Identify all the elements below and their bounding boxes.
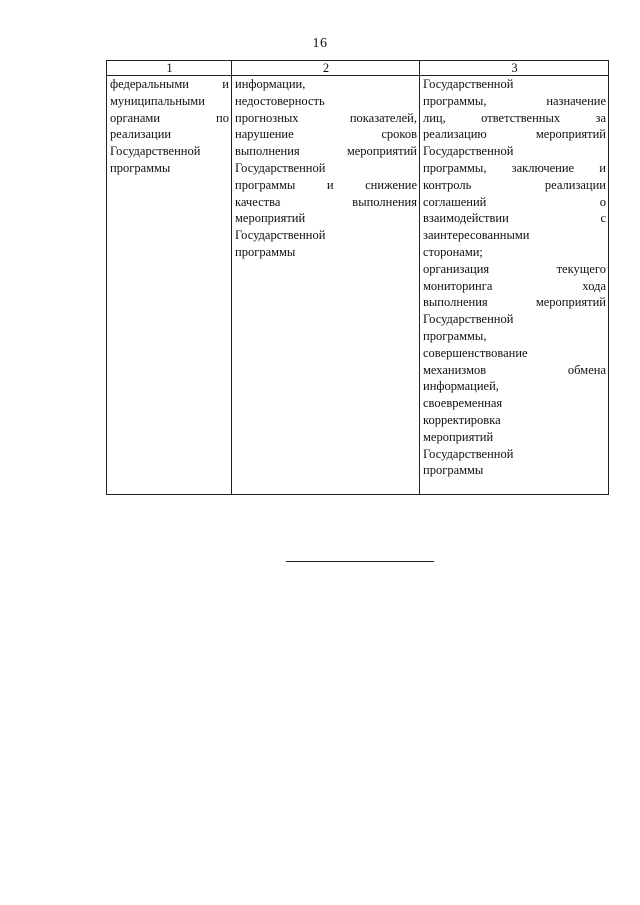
- cell-line: лиц, ответственных за: [423, 110, 606, 125]
- cell-line: реализацию мероприятий: [423, 127, 606, 142]
- cell-line: информацией,: [423, 379, 499, 394]
- cell-line: программы, назначение: [423, 93, 606, 108]
- cell-line: механизмов обмена: [423, 362, 606, 377]
- cell-line: муниципальными: [110, 93, 205, 108]
- cell-line: мониторинга хода: [423, 278, 606, 293]
- cell-line: совершенствование: [423, 345, 528, 360]
- cell-line: прогнозных показателей,: [235, 110, 417, 125]
- cell-line: Государственной: [423, 77, 514, 91]
- cell-line: организация текущего: [423, 261, 606, 276]
- cell-line: Государственной: [423, 312, 514, 327]
- cell-line: нарушение сроков: [235, 127, 417, 142]
- cell-line: качества выполнения: [235, 194, 417, 209]
- cell-col-3: [420, 76, 609, 495]
- cell-line: Государственной: [110, 144, 201, 159]
- cell-line: мероприятий: [423, 429, 494, 444]
- table-header-row: [107, 61, 609, 76]
- column-header-1: 1: [107, 61, 232, 76]
- cell-line: программы и снижение: [235, 177, 417, 192]
- column-header-2: 2: [232, 61, 420, 76]
- cell-line: своевременная: [423, 396, 503, 411]
- cell-line: контроль реализации: [423, 177, 606, 192]
- cell-line: взаимодействии с: [423, 211, 606, 226]
- closing-rule: [286, 561, 434, 562]
- page-number: 16: [312, 36, 328, 51]
- cell-line: программы: [110, 160, 171, 175]
- cell-col-2: [232, 76, 420, 495]
- cell-line: Государственной: [235, 160, 326, 175]
- table-row: [107, 76, 609, 495]
- cell-line: Государственной: [423, 446, 514, 461]
- cell-line: недостоверность: [235, 93, 325, 108]
- cell-line: мероприятий: [235, 211, 306, 226]
- cell-col-1: [107, 76, 232, 495]
- cell-line: корректировка: [423, 412, 501, 427]
- cell-line: программы,: [423, 328, 487, 343]
- cell-line: программы: [235, 244, 296, 259]
- cell-line: соглашений о: [423, 194, 606, 209]
- cell-line: программы, заключение и: [423, 160, 606, 175]
- cell-line: заинтересованными: [423, 228, 530, 243]
- cell-line: выполнения мероприятий: [235, 144, 417, 159]
- cell-line: информации,: [235, 77, 306, 91]
- cell-line: реализации: [110, 127, 172, 142]
- column-header-3: 3: [420, 61, 609, 76]
- cell-line: федеральными и: [110, 77, 229, 91]
- cell-line: Государственной: [235, 228, 326, 243]
- cell-line: сторонами;: [423, 244, 483, 259]
- cell-line: выполнения мероприятий: [423, 295, 606, 310]
- measures-table: [106, 60, 609, 495]
- cell-line: программы: [423, 463, 484, 478]
- cell-line: Государственной: [423, 144, 514, 159]
- cell-line: органами по: [110, 110, 229, 125]
